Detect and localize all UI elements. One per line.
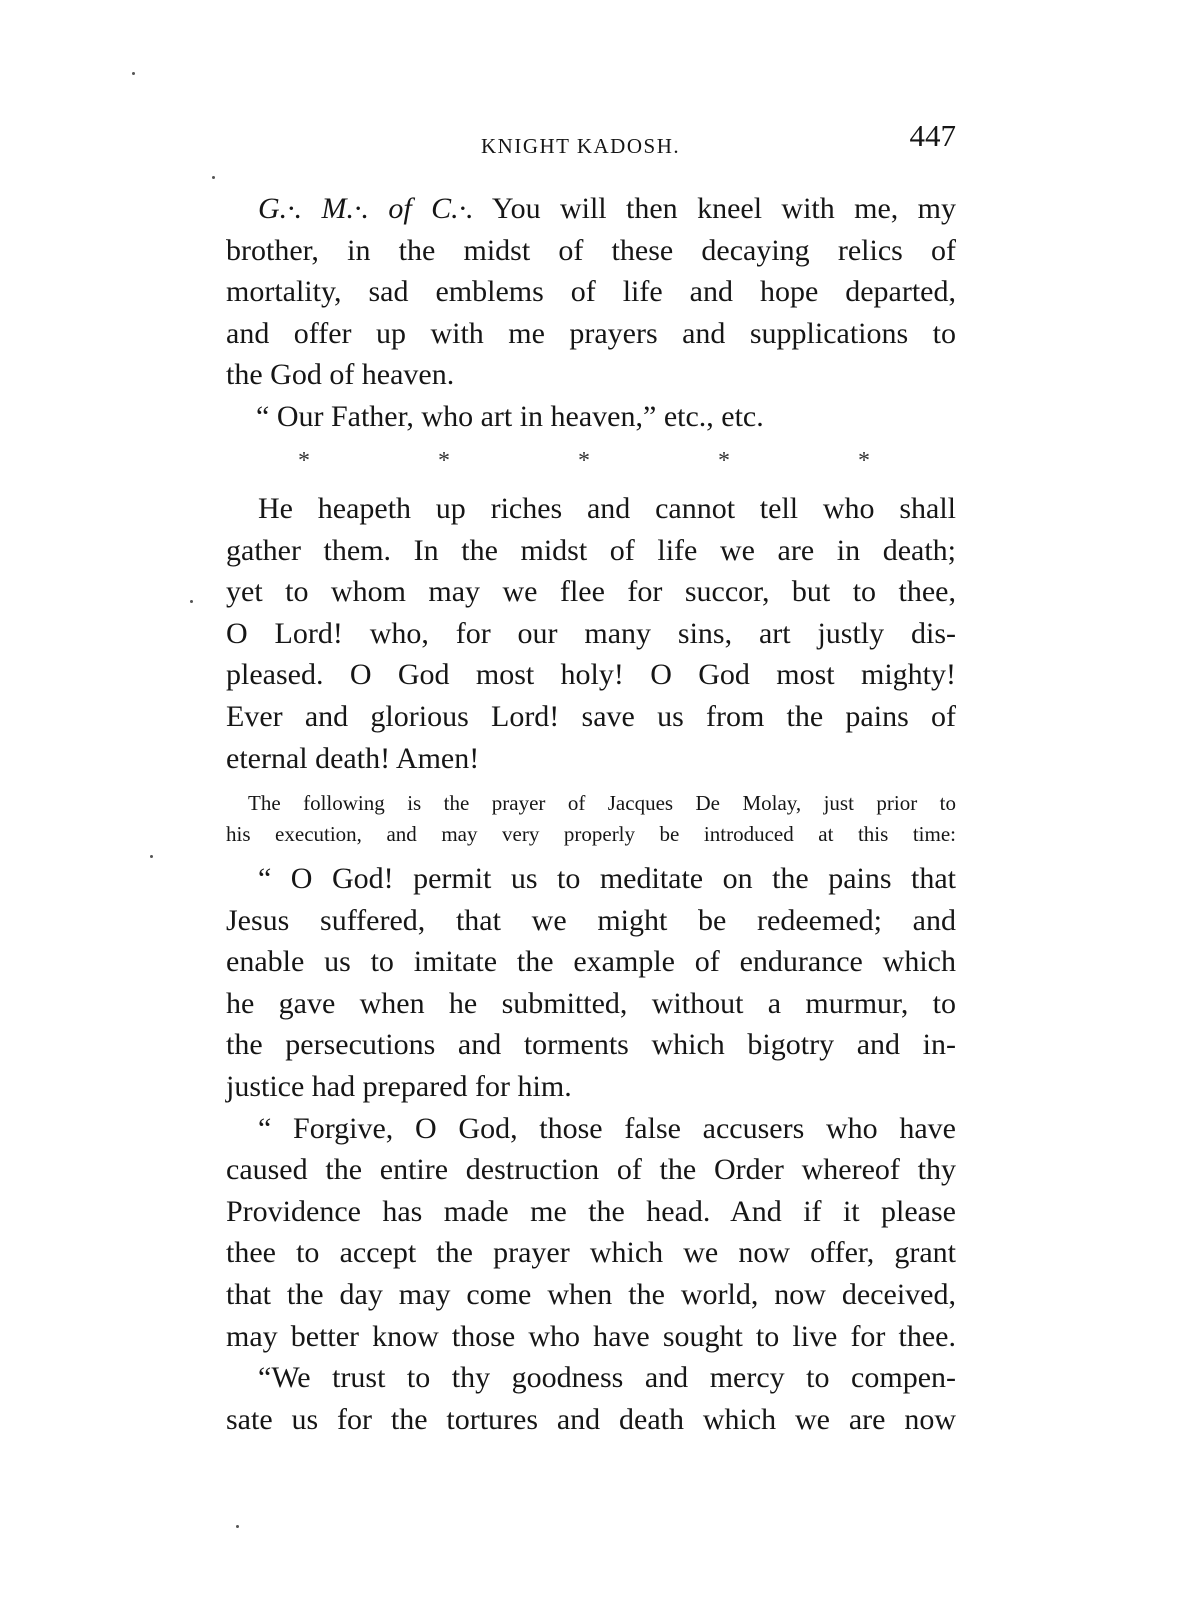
- text-line: thee to accept the prayer which we now offer, grant: [226, 1236, 956, 1270]
- text-line: mortality, sad emblems of life and hope departed,: [226, 275, 956, 309]
- text-line: the God of heaven.: [226, 358, 455, 392]
- separator-star: *: [438, 448, 450, 474]
- note-line: The following is the prayer of Jacques De Molay, just prior to: [248, 791, 956, 815]
- paragraph-de-molay-prayer: [226, 858, 956, 1440]
- text-line: may better know those who have sought to live for thee.: [226, 1319, 956, 1353]
- scan-speck: [190, 600, 193, 603]
- text-line: pleased. O God most holy! O God most mighty!: [226, 658, 956, 692]
- separator-star: *: [578, 448, 590, 474]
- scan-speck: [236, 1525, 239, 1528]
- text-line: enable us to imitate the example of endurance which: [226, 945, 956, 979]
- text-line: Ever and glorious Lord! save us from the pains of: [226, 699, 956, 733]
- text-line: and offer up with me prayers and supplications to: [226, 316, 956, 350]
- text-line: he gave when he submitted, without a murmur, to: [226, 986, 956, 1020]
- section-separator: [226, 448, 956, 478]
- text-line: sate us for the tortures and death which we are now: [226, 1402, 956, 1436]
- text-line: the persecutions and torments which bigotry and in-: [226, 1028, 956, 1062]
- text-line: justice had prepared for him.: [226, 1069, 572, 1103]
- text-line: He heapeth up riches and cannot tell who shall: [258, 492, 956, 525]
- text-line: caused the entire destruction of the Order whereof thy: [226, 1153, 956, 1187]
- text-line: Jesus suffered, that we might be redeemed; and: [226, 903, 956, 937]
- scan-speck: [132, 72, 135, 75]
- text-line: “ Forgive, O God, those false accusers who have: [258, 1111, 956, 1145]
- text-line: yet to whom may we flee for succor, but to thee,: [226, 575, 956, 609]
- text-line: “We trust to thy goodness and mercy to compen-: [258, 1361, 956, 1395]
- text-line: eternal death! Amen!: [226, 741, 480, 775]
- page-number: 447: [909, 118, 956, 153]
- running-head: [226, 118, 956, 158]
- separator-star: *: [298, 448, 310, 474]
- text-line: Providence has made me the head. And if it please: [226, 1194, 956, 1228]
- text-line: “ O God! permit us to meditate on the pains that: [258, 862, 956, 895]
- text-line: that the day may come when the world, now deceived,: [226, 1277, 956, 1311]
- note-line: his execution, and may very properly be introduced at this time:: [226, 822, 956, 846]
- text-line: O Lord! who, for our many sins, art justly dis-: [226, 616, 956, 650]
- scan-speck: [212, 176, 215, 179]
- separator-star: *: [858, 448, 870, 474]
- paragraph-prayer: [226, 488, 956, 779]
- text-line-content: You will then kneel with me, my: [473, 192, 957, 225]
- paragraph-speaker-address: [226, 188, 956, 438]
- text-line: gather them. In the midst of life we are in death;: [226, 533, 956, 567]
- text-line: [226, 188, 956, 230]
- scan-speck: [150, 855, 153, 858]
- text-line: brother, in the midst of these decaying relics of: [226, 233, 956, 267]
- editorial-note: [226, 788, 956, 850]
- separator-star: *: [718, 448, 730, 474]
- text-line: “ Our Father, who art in heaven,” etc., etc.: [256, 399, 764, 433]
- running-title: KNIGHT KADOSH.: [481, 134, 681, 158]
- speaker-name: G.·. M.·. of C.·.: [258, 192, 474, 225]
